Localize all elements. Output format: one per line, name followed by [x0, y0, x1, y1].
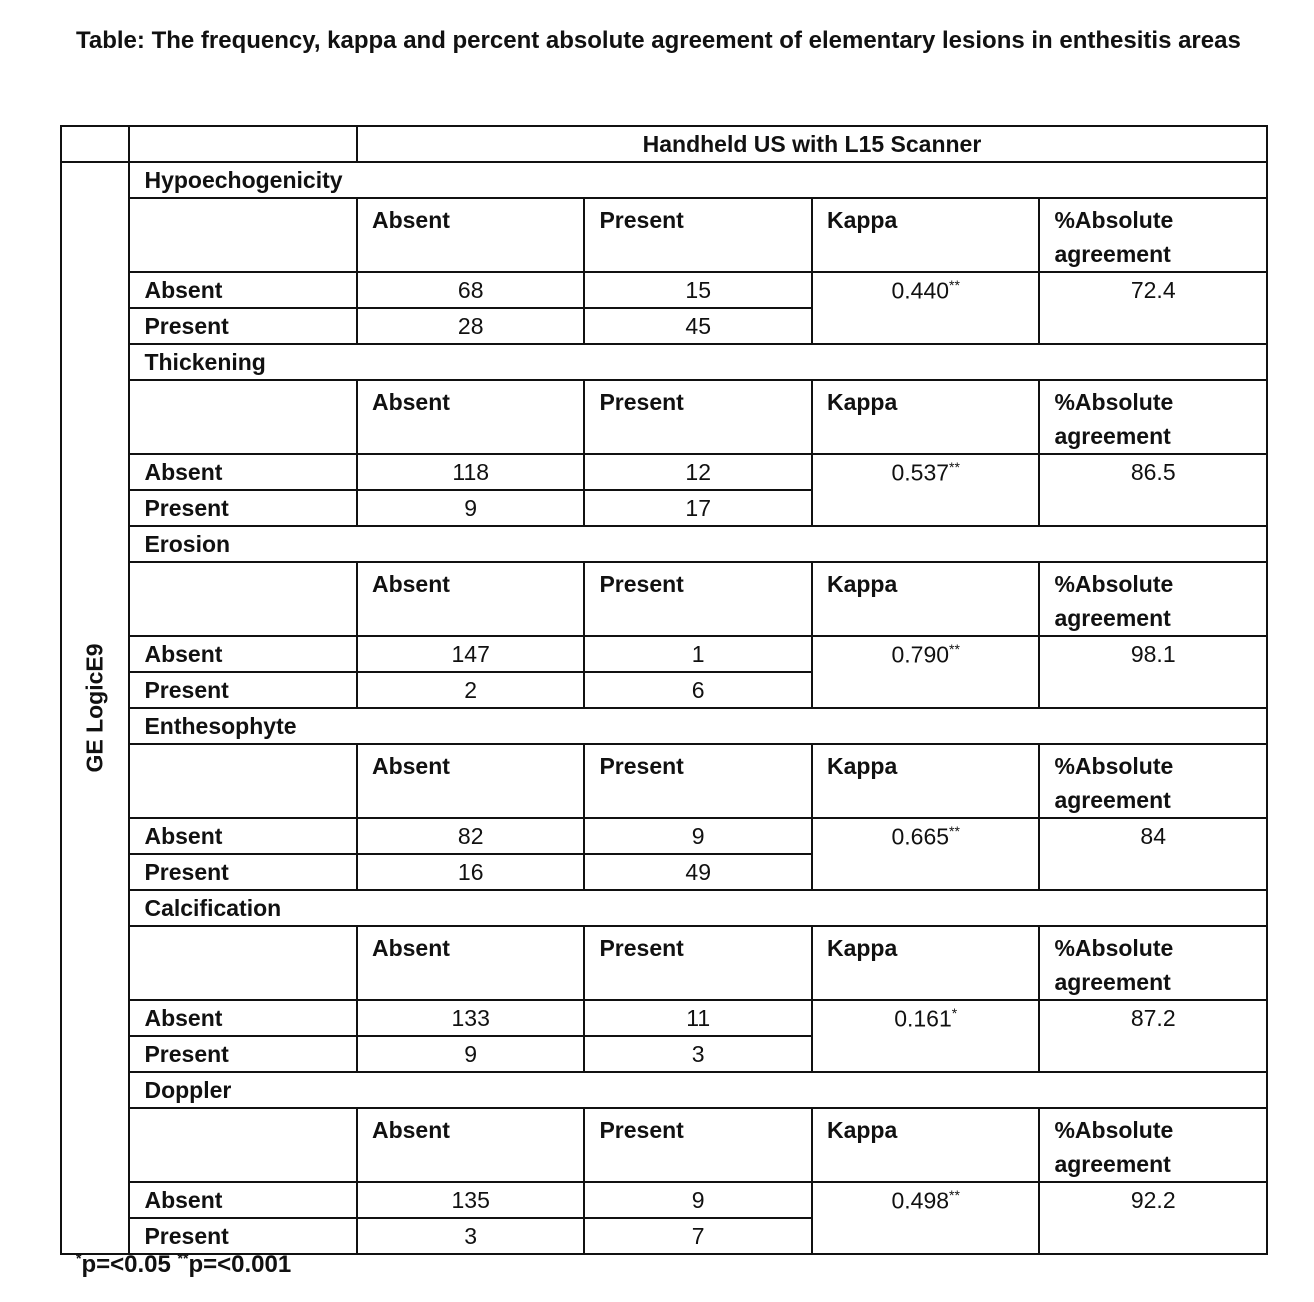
row-absent-label: Absent	[129, 454, 357, 490]
corner-cell	[129, 126, 357, 162]
row-present-label: Present	[129, 1218, 357, 1254]
kappa-cell	[812, 1000, 1040, 1072]
col-absent-header: Absent	[357, 198, 585, 272]
agreement-value: 86.5	[1039, 454, 1267, 526]
row-absent-label: Absent	[129, 1000, 357, 1036]
column-header-row	[61, 926, 1267, 1000]
scanner-header: Handheld US with L15 Scanner	[357, 126, 1267, 162]
kappa-value: 0.161	[894, 1005, 952, 1032]
cell-absent-present: 9	[584, 818, 812, 854]
cell-present-absent: 9	[357, 1036, 585, 1072]
kappa-cell	[812, 636, 1040, 708]
kappa-significance: **	[949, 277, 960, 293]
kappa-cell	[812, 454, 1040, 526]
cell-absent-absent: 68	[357, 272, 585, 308]
col-agreement-header: %Absolute agreement	[1039, 1108, 1267, 1182]
row-present-label: Present	[129, 308, 357, 344]
table-row	[61, 1000, 1267, 1036]
col-present-header: Present	[584, 562, 812, 636]
cell-absent-present: 12	[584, 454, 812, 490]
cell-present-absent: 16	[357, 854, 585, 890]
col-agreement-header: %Absolute agreement	[1039, 198, 1267, 272]
kappa-cell	[812, 818, 1040, 890]
lesion-header-row	[61, 162, 1267, 198]
side-label-cell	[61, 162, 129, 1254]
lesion-header-row	[61, 708, 1267, 744]
lesion-header-row	[61, 1072, 1267, 1108]
col-absent-header: Absent	[357, 926, 585, 1000]
empty-cell	[129, 744, 357, 818]
cell-present-absent: 3	[357, 1218, 585, 1254]
row-present-label: Present	[129, 490, 357, 526]
cell-absent-absent: 147	[357, 636, 585, 672]
row-absent-label: Absent	[129, 272, 357, 308]
cell-present-present: 45	[584, 308, 812, 344]
col-kappa-header: Kappa	[812, 562, 1040, 636]
kappa-value: 0.537	[891, 459, 950, 486]
col-present-header: Present	[584, 380, 812, 454]
table-row	[61, 272, 1267, 308]
col-absent-header: Absent	[357, 744, 585, 818]
col-absent-header: Absent	[357, 1108, 585, 1182]
cell-present-absent: 9	[357, 490, 585, 526]
empty-cell	[129, 562, 357, 636]
footnote	[76, 1250, 291, 1279]
footnote-text-1: p=<0.05	[81, 1251, 171, 1278]
col-agreement-header: %Absolute agreement	[1039, 380, 1267, 454]
footnote-mark-1: *	[76, 1250, 82, 1266]
column-header-row	[61, 562, 1267, 636]
table-row	[61, 454, 1267, 490]
empty-cell	[129, 1108, 357, 1182]
lesion-name: Calcification	[129, 890, 1267, 926]
agreement-table	[60, 125, 1268, 1255]
cell-present-absent: 2	[357, 672, 585, 708]
agreement-value: 92.2	[1039, 1182, 1267, 1254]
kappa-value: 0.665	[891, 823, 950, 850]
cell-absent-present: 11	[584, 1000, 812, 1036]
cell-absent-absent: 82	[357, 818, 585, 854]
col-present-header: Present	[584, 1108, 812, 1182]
row-absent-label: Absent	[129, 636, 357, 672]
column-header-row	[61, 380, 1267, 454]
kappa-significance: **	[949, 1187, 960, 1203]
column-header-row	[61, 198, 1267, 272]
col-agreement-header: %Absolute agreement	[1039, 926, 1267, 1000]
kappa-cell	[812, 1182, 1040, 1254]
agreement-value: 72.4	[1039, 272, 1267, 344]
row-absent-label: Absent	[129, 1182, 357, 1218]
col-present-header: Present	[584, 926, 812, 1000]
row-present-label: Present	[129, 672, 357, 708]
kappa-cell	[812, 272, 1040, 344]
cell-present-present: 3	[584, 1036, 812, 1072]
cell-present-present: 17	[584, 490, 812, 526]
agreement-value: 98.1	[1039, 636, 1267, 708]
table-row	[61, 818, 1267, 854]
col-kappa-header: Kappa	[812, 926, 1040, 1000]
cell-absent-present: 15	[584, 272, 812, 308]
footnote-text-2: p=<0.001	[188, 1251, 292, 1278]
cell-present-present: 6	[584, 672, 812, 708]
table-row	[61, 636, 1267, 672]
row-present-label: Present	[129, 854, 357, 890]
column-header-row	[61, 744, 1267, 818]
col-absent-header: Absent	[357, 562, 585, 636]
col-agreement-header: %Absolute agreement	[1039, 562, 1267, 636]
agreement-value: 84	[1039, 818, 1267, 890]
col-kappa-header: Kappa	[812, 198, 1040, 272]
lesion-name: Enthesophyte	[129, 708, 1267, 744]
kappa-significance: **	[949, 641, 960, 657]
kappa-significance: **	[949, 823, 960, 839]
cell-absent-absent: 118	[357, 454, 585, 490]
cell-present-absent: 28	[357, 308, 585, 344]
row-absent-label: Absent	[129, 818, 357, 854]
column-header-row	[61, 1108, 1267, 1182]
kappa-value: 0.790	[891, 641, 950, 668]
side-label: GE LogicE9	[81, 643, 108, 773]
lesion-name: Doppler	[129, 1072, 1267, 1108]
kappa-significance: **	[949, 459, 960, 475]
lesion-name: Thickening	[129, 344, 1267, 380]
lesion-header-row	[61, 526, 1267, 562]
lesion-header-row	[61, 344, 1267, 380]
lesion-header-row	[61, 890, 1267, 926]
cell-absent-absent: 135	[357, 1182, 585, 1218]
empty-cell	[129, 926, 357, 1000]
cell-absent-present: 1	[584, 636, 812, 672]
col-agreement-header: %Absolute agreement	[1039, 744, 1267, 818]
col-kappa-header: Kappa	[812, 380, 1040, 454]
footnote-mark-2: **	[177, 1250, 189, 1266]
col-present-header: Present	[584, 198, 812, 272]
lesion-name: Erosion	[129, 526, 1267, 562]
kappa-value: 0.498	[891, 1187, 950, 1214]
corner-cell	[61, 126, 129, 162]
col-present-header: Present	[584, 744, 812, 818]
empty-cell	[129, 380, 357, 454]
table-title: Table: The frequency, kappa and percent absolute agreement of elementary lesions in enthesitis areas	[76, 27, 1241, 54]
agreement-value: 87.2	[1039, 1000, 1267, 1072]
col-kappa-header: Kappa	[812, 744, 1040, 818]
col-absent-header: Absent	[357, 380, 585, 454]
col-kappa-header: Kappa	[812, 1108, 1040, 1182]
kappa-value: 0.440	[891, 277, 950, 304]
cell-present-present: 7	[584, 1218, 812, 1254]
cell-absent-present: 9	[584, 1182, 812, 1218]
table-header-row	[61, 126, 1267, 162]
lesion-name: Hypoechogenicity	[129, 162, 1267, 198]
row-present-label: Present	[129, 1036, 357, 1072]
empty-cell	[129, 198, 357, 272]
cell-present-present: 49	[584, 854, 812, 890]
cell-absent-absent: 133	[357, 1000, 585, 1036]
kappa-significance: *	[951, 1005, 958, 1021]
table-row	[61, 1182, 1267, 1218]
